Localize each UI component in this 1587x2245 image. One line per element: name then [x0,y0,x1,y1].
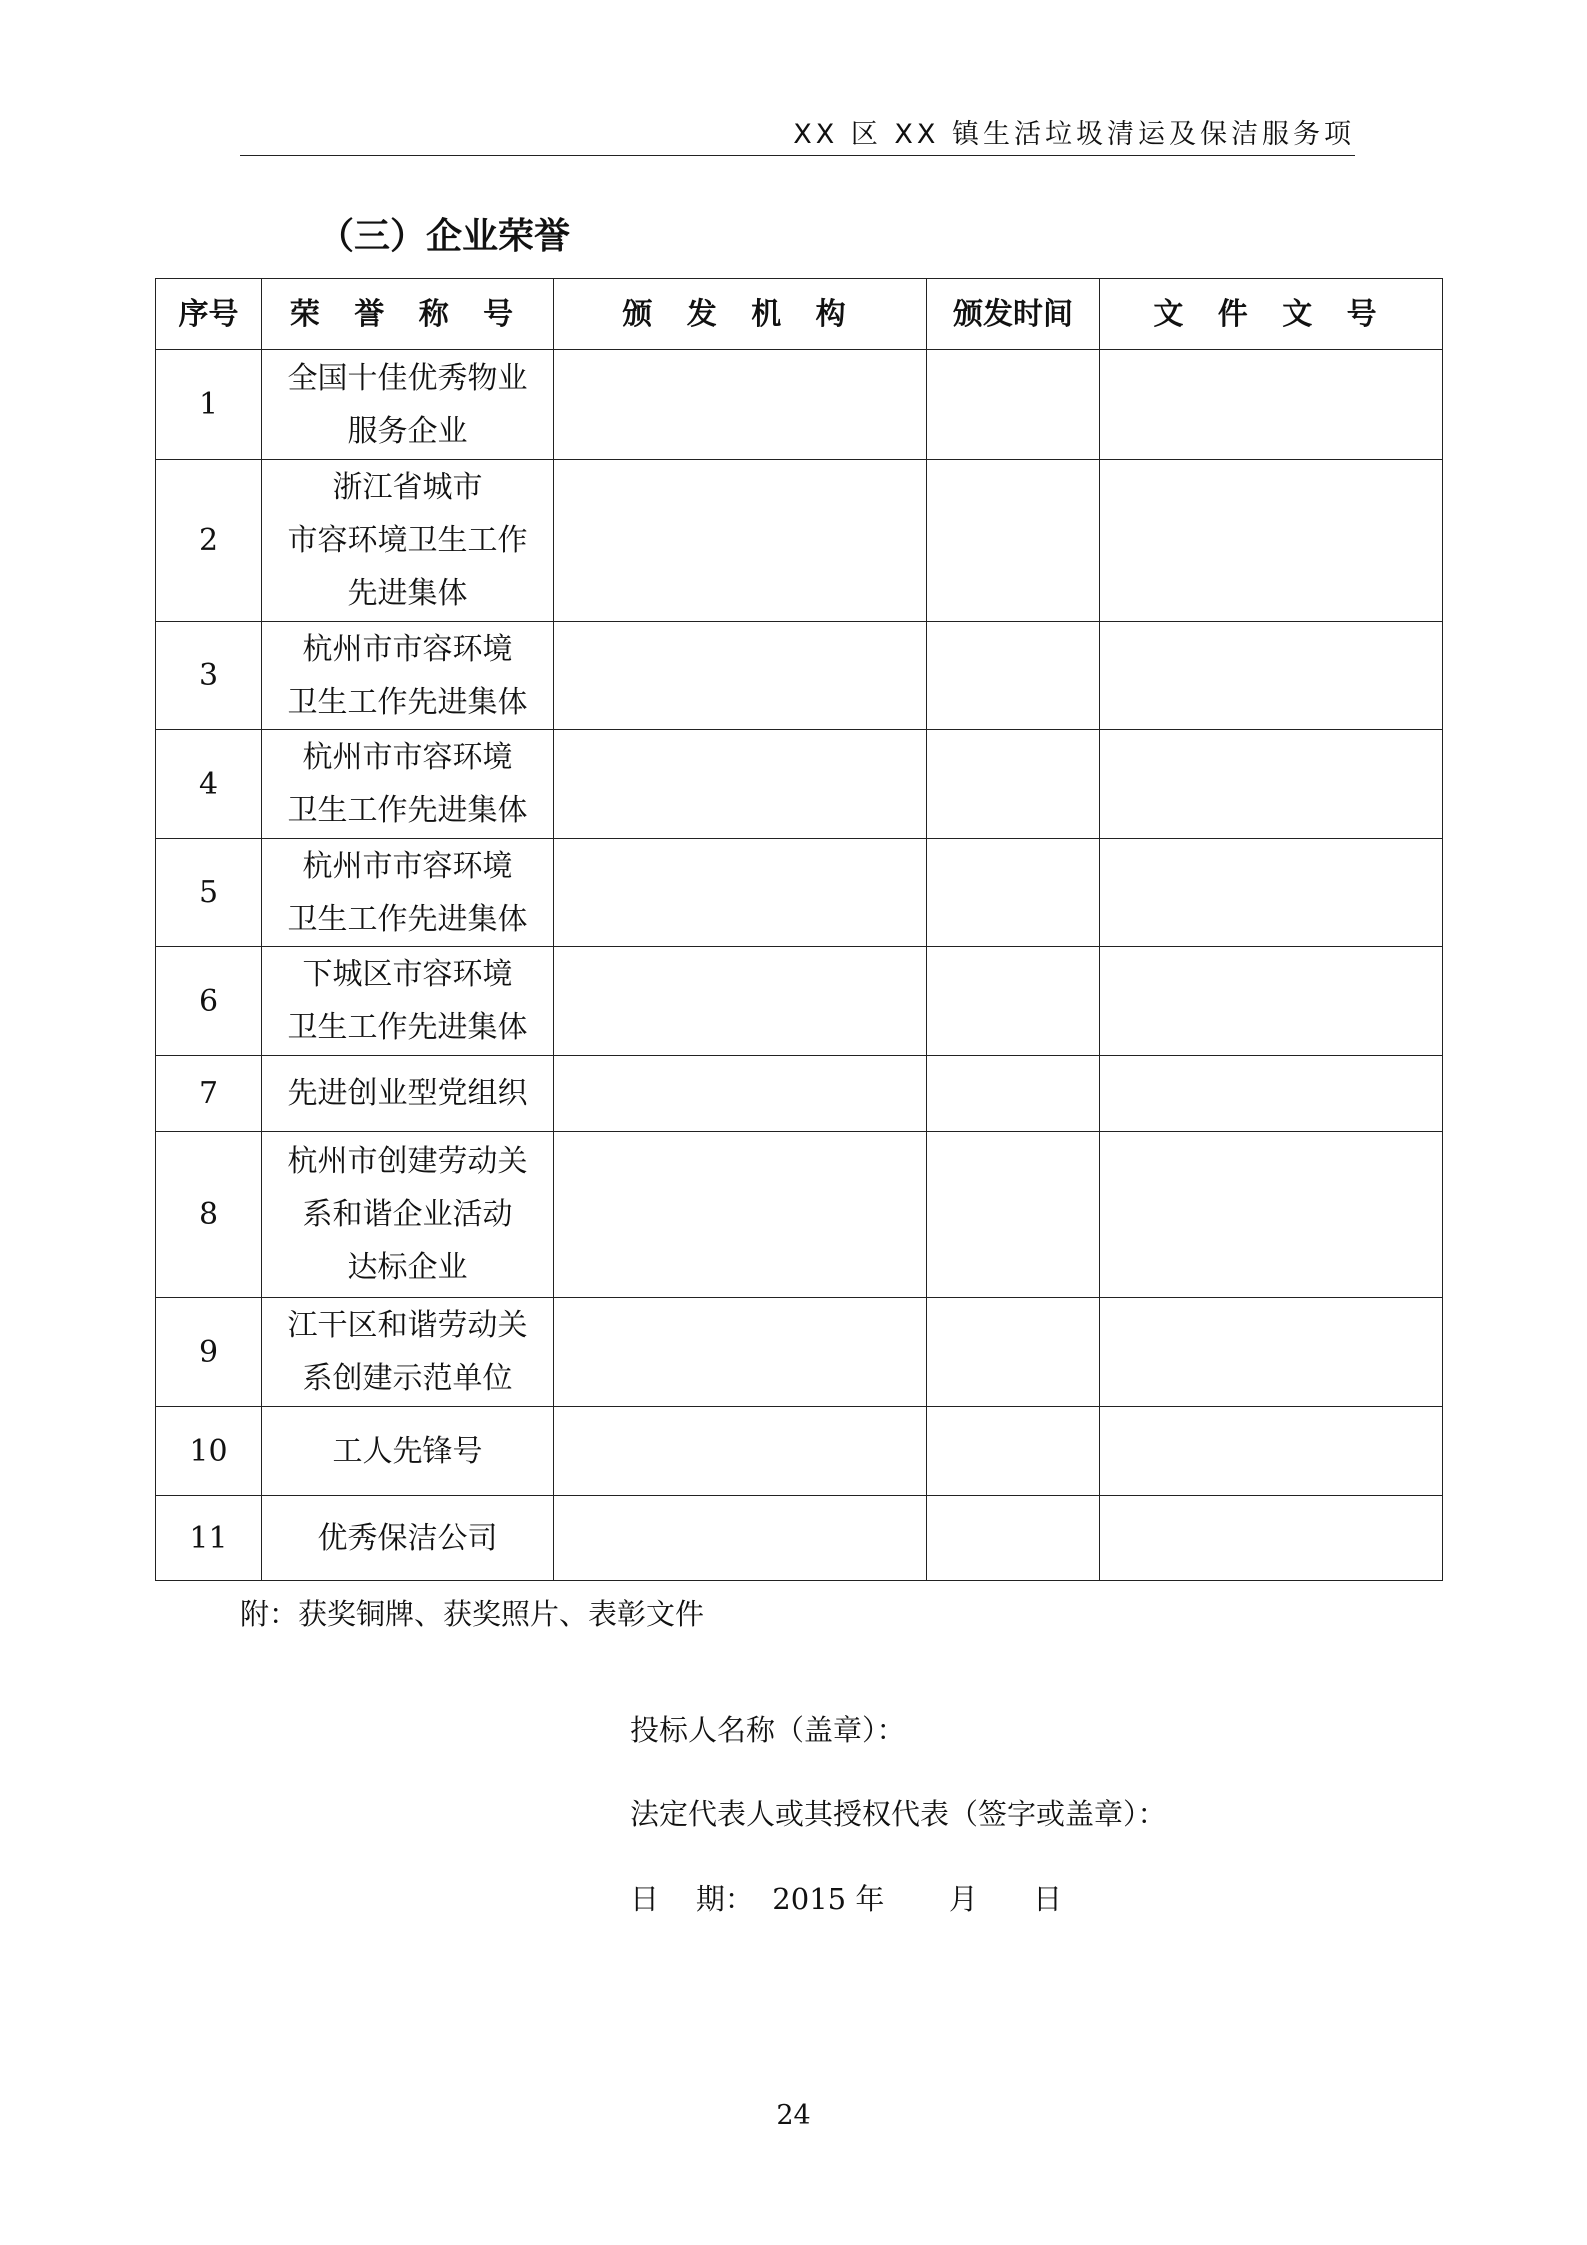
cell-date [927,730,1100,839]
table-row [156,350,1443,460]
cell-doc-no [1100,460,1443,622]
running-header: XX 区 XX 镇生活垃圾清运及保洁服务项 [793,119,1355,150]
cell-doc-no [1100,1407,1443,1496]
cell-issuer [554,839,927,947]
honors-table [155,278,1443,1581]
cell-no: 5 [156,839,262,947]
cell-doc-no [1100,947,1443,1056]
cell-honor: 浙江省城市 市容环境卫生工作 先进集体 [262,460,554,622]
table-row [156,1407,1443,1496]
cell-doc-no [1100,622,1443,730]
cell-issuer [554,622,927,730]
cell-no: 4 [156,730,262,839]
cell-no: 3 [156,622,262,730]
table-row [156,1132,1443,1298]
cell-doc-no [1100,1496,1443,1581]
cell-issuer [554,350,927,460]
cell-no: 2 [156,460,262,622]
col-header-doc-no: 文 件 文 号 [1100,279,1443,350]
attachment-note: 附：获奖铜牌、获奖照片、表彰文件 [240,1597,705,1631]
table-row [156,460,1443,622]
cell-issuer [554,730,927,839]
cell-honor: 优秀保洁公司 [262,1496,554,1581]
cell-doc-no [1100,1132,1443,1298]
cell-no: 7 [156,1056,262,1132]
cell-honor: 江干区和谐劳动关 系创建示范单位 [262,1298,554,1407]
cell-honor: 先进创业型党组织 [262,1056,554,1132]
cell-no: 9 [156,1298,262,1407]
table-row [156,1298,1443,1407]
cell-no: 1 [156,350,262,460]
table-row [156,622,1443,730]
cell-issuer [554,1496,927,1581]
cell-no: 6 [156,947,262,1056]
cell-date [927,1407,1100,1496]
cell-date [927,1496,1100,1581]
cell-honor: 工人先锋号 [262,1407,554,1496]
representative-label: 法定代表人或其授权代表（签字或盖章）： [630,1797,1167,1831]
cell-issuer [554,947,927,1056]
cell-honor: 杭州市创建劳动关 系和谐企业活动 达标企业 [262,1132,554,1298]
cell-honor: 杭州市市容环境 卫生工作先进集体 [262,730,554,839]
col-header-issuer: 颁 发 机 构 [554,279,927,350]
cell-date [927,1298,1100,1407]
cell-issuer [554,460,927,622]
cell-date [927,350,1100,460]
cell-doc-no [1100,350,1443,460]
cell-no: 10 [156,1407,262,1496]
date-line: 日 期： 2015 年 月 日 [630,1882,1063,1916]
table-row [156,1496,1443,1581]
table-header-row [156,279,1443,350]
cell-date [927,839,1100,947]
table-row [156,947,1443,1056]
header-rule [240,155,1355,156]
cell-no: 8 [156,1132,262,1298]
cell-date [927,622,1100,730]
cell-doc-no [1100,1056,1443,1132]
bidder-name-label: 投标人名称（盖章）： [630,1713,906,1747]
cell-issuer [554,1298,927,1407]
cell-no: 11 [156,1496,262,1581]
cell-doc-no [1100,1298,1443,1407]
cell-issuer [554,1407,927,1496]
cell-date [927,460,1100,622]
cell-doc-no [1100,730,1443,839]
cell-honor: 杭州市市容环境 卫生工作先进集体 [262,622,554,730]
col-header-honor: 荣 誉 称 号 [262,279,554,350]
col-header-date: 颁发时间 [927,279,1100,350]
col-header-no: 序号 [156,279,262,350]
page-number: 24 [776,2100,811,2131]
table-row [156,839,1443,947]
cell-issuer [554,1132,927,1298]
cell-honor: 杭州市市容环境 卫生工作先进集体 [262,839,554,947]
cell-date [927,1056,1100,1132]
cell-honor: 全国十佳优秀物业 服务企业 [262,350,554,460]
cell-date [927,1132,1100,1298]
cell-date [927,947,1100,1056]
table-row [156,730,1443,839]
cell-doc-no [1100,839,1443,947]
cell-issuer [554,1056,927,1132]
section-title: （三）企业荣誉 [318,216,571,257]
cell-honor: 下城区市容环境 卫生工作先进集体 [262,947,554,1056]
table-row [156,1056,1443,1132]
